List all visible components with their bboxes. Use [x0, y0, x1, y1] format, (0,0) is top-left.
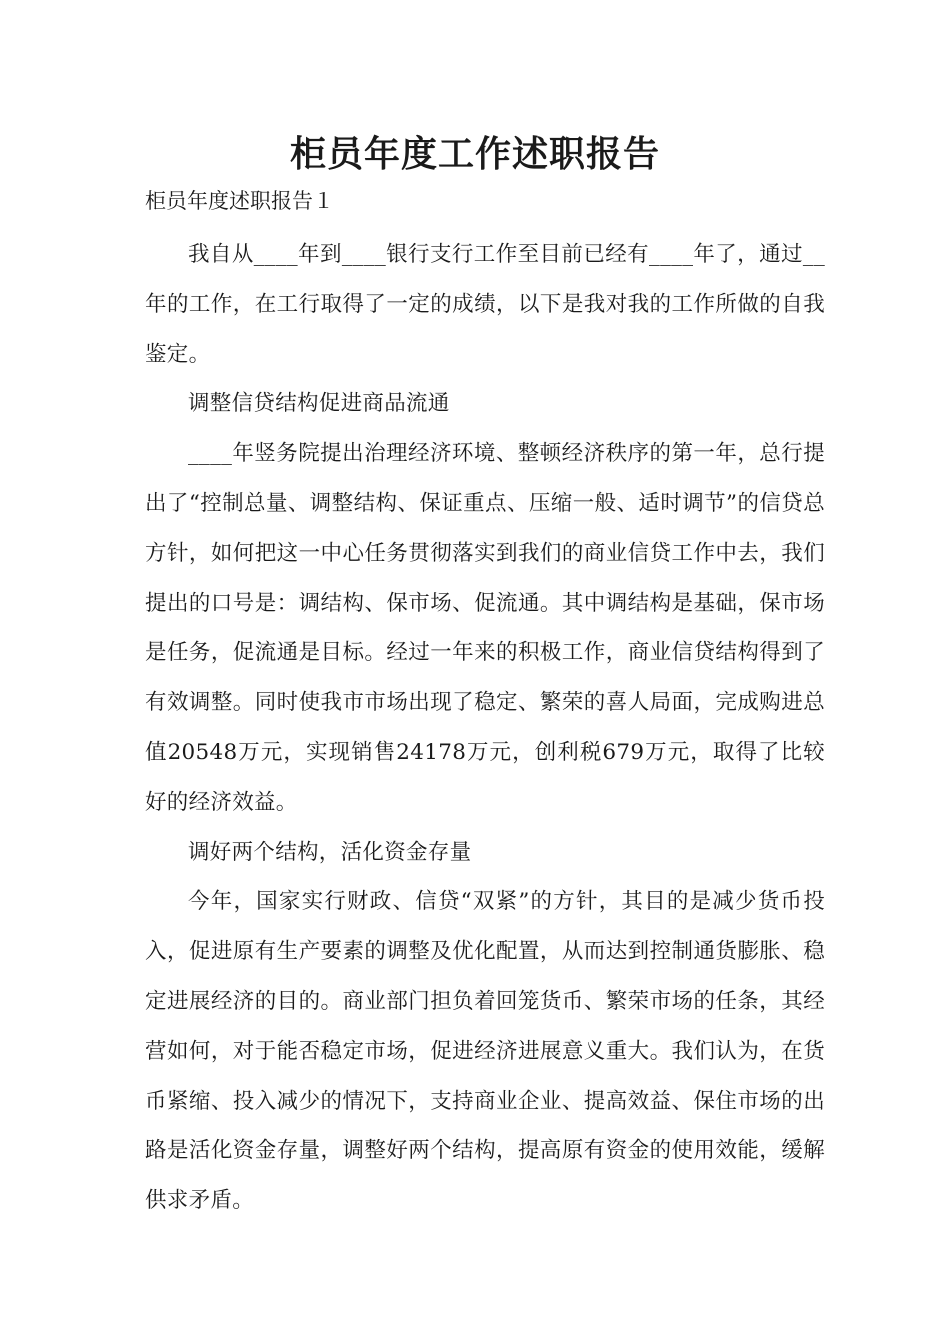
document-subtitle: 柜员年度述职报告１	[145, 189, 334, 213]
section-heading-credit-structure: 调整信贷结构促进商品流通	[188, 391, 450, 417]
page-title: 柜员年度工作述职报告	[289, 133, 660, 175]
section-heading-capital-stock: 调好两个结构，活化资金存量	[188, 839, 472, 865]
document-body	[145, 230, 825, 1226]
paragraph-intro: 我自从____年到____银行支行工作至目前已经有____年了，通过__年的工作，在工行取得了一定的成绩，以下是我对我的工作所做的自我鉴定。	[145, 242, 825, 367]
paragraph-credit-structure: ____年竖务院提出治理经济环境、整顿经济秩序的第一年，总行提出了“控制总量、调整结构、保证重点、压缩一般、适时调节”的信贷总方针，如何把这一中心任务贯彻落实到我们的商业信贷工作中去，我们提出的口号是：调结构、保市场、促流通。其中调结构是基础，保市场是任务，促流通是目标。经过一年来的积极工作，商业信贷结构得到了有效调整。同时使我市市场出现了稳定、繁荣的喜人局面，完成购进总值20548万元，实现销售24178万元，创利税679万元，取得了比较好的经济效益。	[145, 441, 825, 815]
paragraph-capital-stock: 今年，国家实行财政、信贷“双紧”的方针，其目的是减少货币投入，促进原有生产要素的调整及优化配置，从而达到控制通货膨胀、稳定进展经济的目的。商业部门担负着回笼货币、繁荣市场的任条，其经营如何，对于能否稳定市场，促进经济进展意义重大。我们认为，在货币紧缩、投入减少的情况下，支持商业企业、提高效益、保住市场的出路是活化资金存量，调整好两个结构，提高原有资金的使用效能，缓解供求矛盾。	[145, 889, 825, 1214]
